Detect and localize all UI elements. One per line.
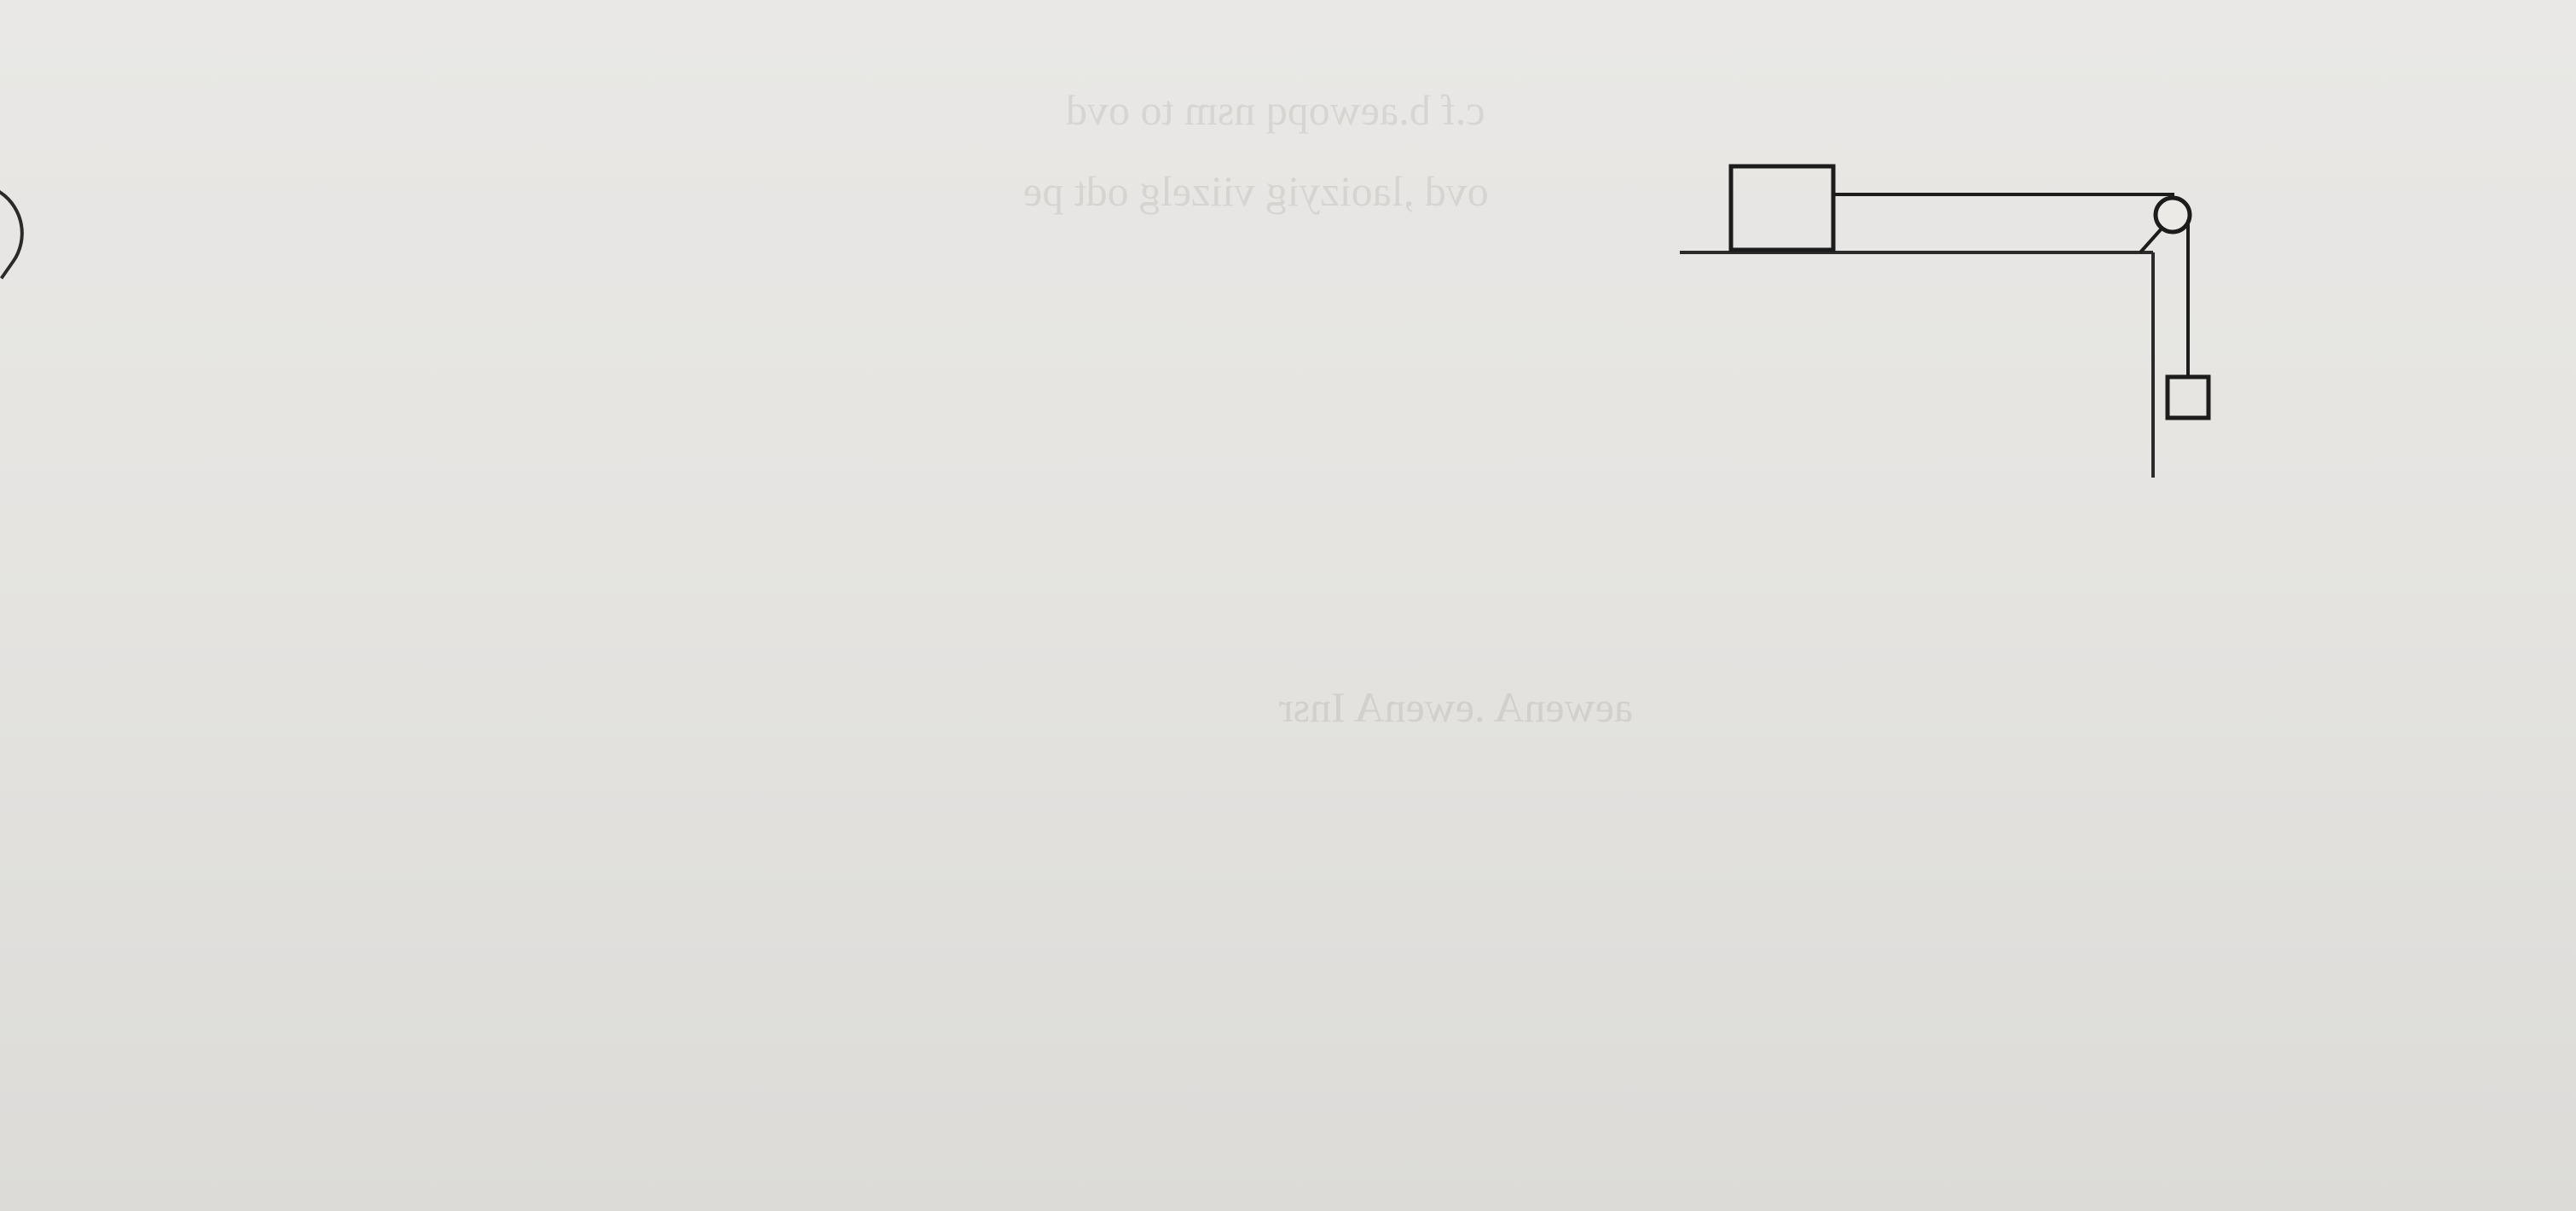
page-edge-mark: [0, 184, 43, 279]
pulley-mount: [2140, 229, 2162, 252]
block-m1: [1731, 166, 1833, 250]
pulley-diagram: [1663, 154, 2345, 495]
block-m2: [2168, 377, 2208, 418]
bleed-through-text: aewenA .ewenA Insr: [1279, 683, 1634, 731]
bleed-through-text: c.f b.aewopq nsm to ovd: [1066, 86, 1485, 134]
pulley: [2156, 198, 2190, 232]
bleed-through-text: ovd ,laoizyig viizelg odt pe: [1023, 167, 1489, 215]
